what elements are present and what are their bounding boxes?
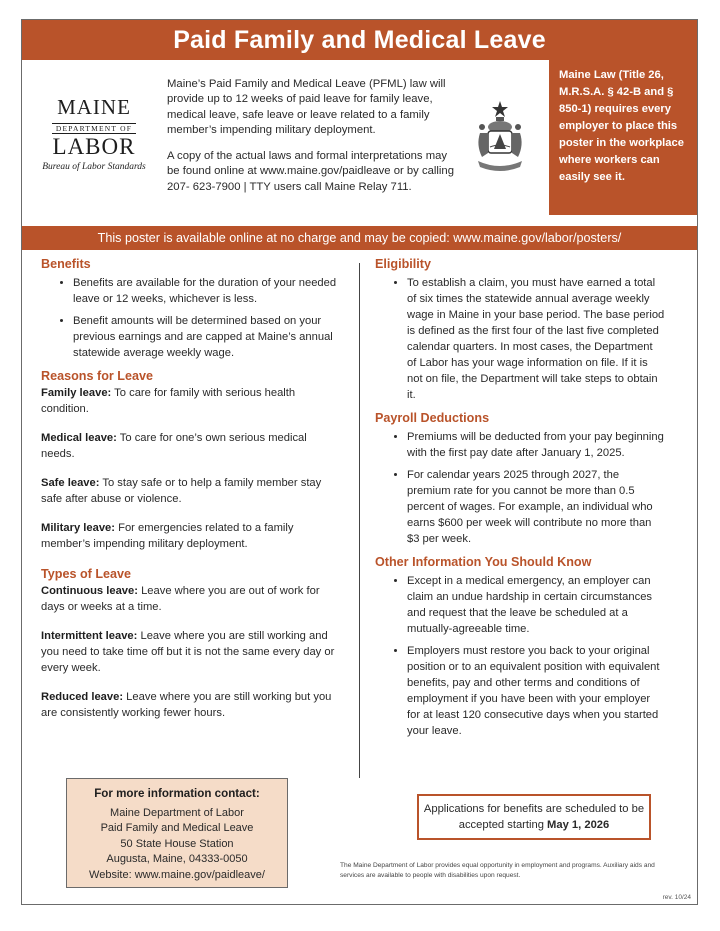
reason-safe <box>41 475 337 507</box>
type-reduced <box>41 689 337 721</box>
types-heading: Types of Leave <box>41 567 132 581</box>
applications-text: Applications for benefits are scheduled to be accepted starting <box>423 803 645 831</box>
eligibility-heading: Eligibility <box>375 257 431 271</box>
contact-line: 50 State House Station <box>120 837 234 850</box>
reason-family-term: Family leave: <box>41 387 112 399</box>
legal-requirement-note: Maine Law (Title 26, M.R.S.A. § 42-B and § 850-1) requires every employer to place this poster in the workplace where workers can easily see it. <box>549 60 697 215</box>
type-intermittent-term: Intermittent leave: <box>41 630 138 642</box>
equal-opportunity-statement: The Maine Department of Labor provides equal opportunity in employment and programs. Auxiliary aids and services are available to people with disabilities upon request. <box>340 862 655 879</box>
logo-maine: MAINE <box>57 95 131 119</box>
maine-dol-logo <box>29 97 159 172</box>
payroll-heading: Payroll Deductions <box>375 411 490 425</box>
type-reduced-term: Reduced leave: <box>41 691 124 703</box>
intro-paragraph-1: Maine’s Paid Family and Medical Leave (PFML) law will provide up to 12 weeks of paid leave for family leave, medical leave, safe leave or leave related to a family member’s impending military deployment. <box>167 78 446 136</box>
other-info-item: • Except in a medical emergency, an employer can claim an undue hardship in certain circumstances and request that the leave be scheduled at a mutually-agreeable time. <box>407 573 665 637</box>
benefits-item: • Benefit amounts will be determined based on your previous earnings and are capped at Maine’s annual statewide average weekly wage. <box>73 313 337 361</box>
eligibility-item: • To establish a claim, you must have earned a total of six times the statewide annual average weekly wage in Maine in your base period. The base period is defined as the first four of the last five completed calendar quarters. In most cases, the Department of Labor has your wage information on file. If it is not on file, the Department will take steps to obtain it. <box>407 275 665 403</box>
logo-labor: LABOR <box>52 134 136 159</box>
benefits-item: • Benefits are available for the duration of your needed leave or 12 weeks, whichever is less. <box>73 275 337 307</box>
reason-family <box>41 385 337 417</box>
reasons-heading: Reasons for Leave <box>41 369 153 383</box>
contact-line: Augusta, Maine, 04333-0050 <box>106 853 248 865</box>
applications-notice <box>417 794 651 840</box>
payroll-item: • Premiums will be deducted from your pay beginning with the first pay date after January 1, 2025. <box>407 429 665 461</box>
reason-military-term: Military leave: <box>41 522 115 534</box>
type-continuous-term: Continuous leave: <box>41 585 138 597</box>
other-info-list <box>375 573 665 739</box>
contact-line: Paid Family and Medical Leave <box>100 822 254 834</box>
type-intermittent <box>41 628 337 676</box>
reason-medical <box>41 430 337 462</box>
contact-line: Maine Department of Labor <box>110 806 244 819</box>
other-info-heading: Other Information You Should Know <box>375 555 592 569</box>
poster-title: Paid Family and Medical Leave <box>22 20 697 60</box>
type-continuous <box>41 583 337 615</box>
type-reduced-text: Leave where you are still working but you are consistently working fewer hours. <box>41 691 332 719</box>
payroll-item: • For calendar years 2025 through 2027, the premium rate for you cannot be more than 0.5 percent of wages. For example, an individual who earns $600 per week will contribute no more than $3 per week. <box>407 467 665 547</box>
left-column <box>41 255 337 734</box>
right-column <box>375 255 665 745</box>
contact-box <box>66 778 288 888</box>
logo-bureau: Bureau of Labor Standards <box>42 162 146 172</box>
reason-family-text: To care for family with serious health condition. <box>41 387 296 415</box>
reason-military-text: For emergencies related to a family member’s impending military deployment. <box>41 522 294 550</box>
revision-label: rev. 10/24 <box>662 894 691 901</box>
reason-military <box>41 520 337 552</box>
applications-date: May 1, 2026 <box>547 819 610 831</box>
contact-heading: For more information contact: <box>94 787 260 800</box>
poster <box>21 19 698 905</box>
payroll-list <box>375 429 665 547</box>
type-intermittent-text: Leave where you are still working and you need to take time off but it is not the same every day or every week. <box>41 630 335 674</box>
contact-website: Website: www.maine.gov/paidleave/ <box>89 868 265 881</box>
intro-paragraph-2: A copy of the actual laws and formal interpretations may be found online at www.maine.gov/paidleave or by calling 207- 623-7900 | TTY users call Maine Relay 711. <box>167 150 454 193</box>
availability-banner: This poster is available online at no charge and may be copied: www.maine.gov/labor/posters/ <box>22 226 697 250</box>
eligibility-list <box>375 275 665 403</box>
type-continuous-text: Leave where you are out of work for days or weeks at a time. <box>41 585 320 613</box>
logo-department: DEPARTMENT OF <box>52 123 136 134</box>
column-divider <box>359 263 360 778</box>
reason-safe-term: Safe leave: <box>41 477 100 489</box>
state-seal-icon <box>470 97 530 177</box>
benefits-heading: Benefits <box>41 257 91 271</box>
reason-medical-term: Medical leave: <box>41 432 117 444</box>
reason-medical-text: To care for one’s own serious medical needs. <box>41 432 307 460</box>
other-info-item: • Employers must restore you back to your original position or to an equivalent position with equivalent benefits, pay and other terms and conditions of employment if you have been with your employer for at least 120 consecutive days when you started your leave. <box>407 643 665 739</box>
reason-safe-text: To stay safe or to help a family member stay safe after abuse or violence. <box>41 477 322 505</box>
benefits-list <box>41 275 337 361</box>
intro-text <box>167 77 462 206</box>
